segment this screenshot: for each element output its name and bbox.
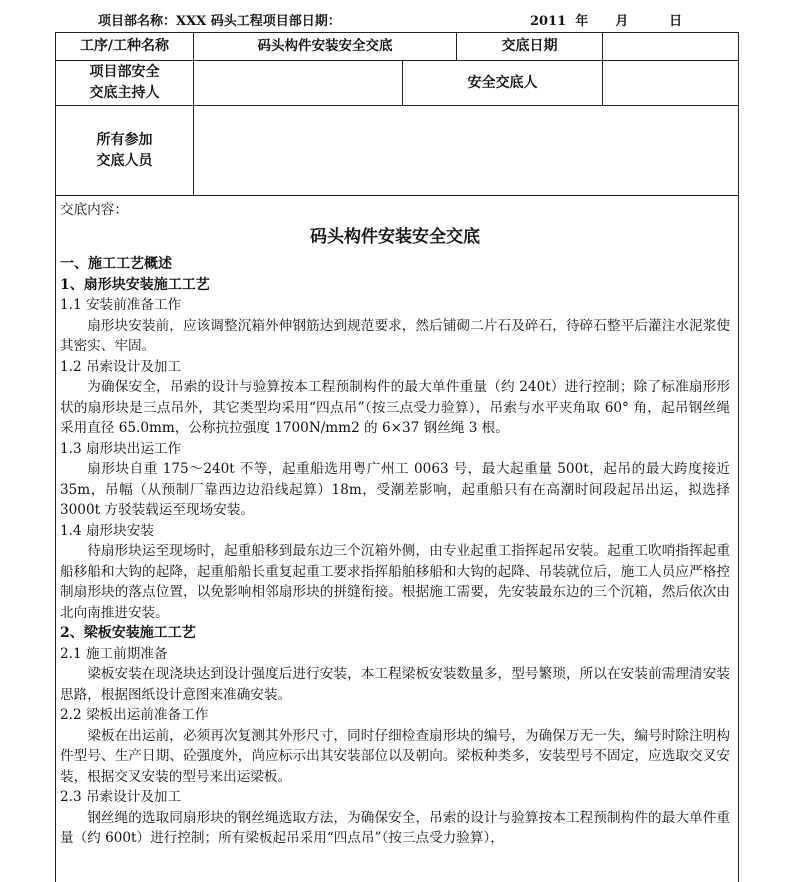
process-label-cell	[56, 33, 194, 61]
content-body	[60, 254, 730, 849]
section-heading: 一、施工工艺概述	[60, 256, 172, 272]
host-label-line2: 交底主持人	[89, 85, 160, 101]
header-date: 2011 年 月 日	[530, 14, 683, 29]
subsection-heading: 1.1 安装前准备工作	[60, 297, 182, 313]
body-paragraph: 待扇形块运至现场时，起重船移到最东边三个沉箱外侧，由专业起重工指挥起吊安装。起重工吹哨指挥起重船移船和大钩的起降，起重船船长重复起重工要求指挥船舶移船和大钩的起降、吊装就位后，施工人员应严格控制扇形块的落点位置，以免影响相邻扇形块的拼缝衔接。根据施工需要，先安装最东边的三个沉箱，然后依次由北向南推进安装。	[60, 543, 730, 621]
subsection-heading: 2.3 吊索设计及加工	[60, 789, 182, 805]
subsection-heading: 2.2 梁板出运前准备工作	[60, 707, 209, 723]
safety-discloser-label: 安全交底人	[467, 74, 538, 91]
disclosure-date-label: 交底日期	[501, 38, 558, 54]
disclosure-content	[56, 197, 738, 849]
subsection-heading: 1.2 吊索设计及加工	[60, 358, 182, 375]
participants-label-line2: 交底人员	[96, 152, 153, 169]
participants-label-cell	[56, 106, 194, 196]
body-paragraph: 扇形块自重 175～240t 不等，起重船选用粤广州工 0063 号，最大起重量 500t，起吊的最大跨度接近 35m，吊幅（从预制厂靠西边边沿线起算）18m，受潮差影响，起重船只有在高潮时间段起吊出运，拟选择 3000t 方驳装载运至现场安装。	[60, 461, 730, 518]
process-value: 码头构件安装安全交底	[257, 38, 393, 54]
body-paragraph: 梁板安装在现浇块达到设计强度后进行安装，本工程梁板安装数量多，型号繁琐，所以在安装前需理清安装思路，根据图纸设计意图来准确安装。	[60, 666, 730, 703]
process-value-cell[interactable]	[194, 33, 457, 61]
section-heading: 1、扇形块安装施工工艺	[60, 276, 210, 293]
participants-label-line1: 所有参加	[96, 131, 153, 148]
disclosure-form	[55, 32, 739, 882]
host-label-cell	[56, 61, 194, 106]
project-name-label: 项目部名称：XXX 码头工程项目部日期：	[98, 14, 341, 29]
body-paragraph: 梁板在出运前，必须再次复测其外形尺寸，同时仔细检查扇形块的编号，为确保万无一失，编号时除注明构件型号、生产日期、砼强度外，尚应标示出其安装部位以及朝向。梁板种类多，安装型号不固定，应选取交叉安装，根据交叉安装的型号来出运梁板。	[60, 727, 730, 785]
body-paragraph: 扇形块安装前，应该调整沉箱外伸钢筋达到规范要求，然后铺砌二片石及碎石，待碎石整平后灌注水泥浆使其密实、牢固。	[60, 317, 730, 354]
process-label: 工序/工种名称	[79, 38, 170, 54]
date-label-cell	[457, 33, 603, 61]
content-intro: 交底内容：	[60, 202, 128, 218]
host-value-cell[interactable]	[194, 61, 403, 106]
subsection-heading: 2.1 施工前期准备	[60, 645, 168, 662]
participants-value-cell[interactable]	[194, 106, 738, 196]
safety-label-cell	[403, 61, 603, 106]
section-heading: 2、梁板安装施工工艺	[60, 625, 196, 641]
body-paragraph: 为确保安全，吊索的设计与验算按本工程预制构件的最大单件重量（约 240t）进行控制；除了标准扇形形状的扇形块是三点吊外，其它类型均采用“四点吊”（按三点受力验算），吊索与水平夹角取 60° 角，起吊钢丝绳采用直径 65.0mm，公称抗拉强度 1700N/mm2 的 6×37 钢丝绳 3 根。	[60, 379, 730, 436]
host-label-line1: 项目部安全	[89, 64, 160, 80]
safety-value-cell[interactable]	[603, 61, 738, 106]
subsection-heading: 1.4 扇形块安装	[60, 522, 154, 539]
date-value-cell[interactable]	[603, 33, 738, 61]
subsection-heading: 1.3 扇形块出运工作	[60, 440, 182, 457]
document-header	[0, 0, 793, 32]
content-title: 码头构件安装安全交底	[310, 226, 480, 247]
body-paragraph: 钢丝绳的选取同扇形块的钢丝绳选取方法，为确保安全，吊索的设计与验算按本工程预制构件的最大单件重量（约 600t）进行控制；所有梁板起吊采用“四点吊”（按三点受力验算），	[60, 809, 730, 846]
